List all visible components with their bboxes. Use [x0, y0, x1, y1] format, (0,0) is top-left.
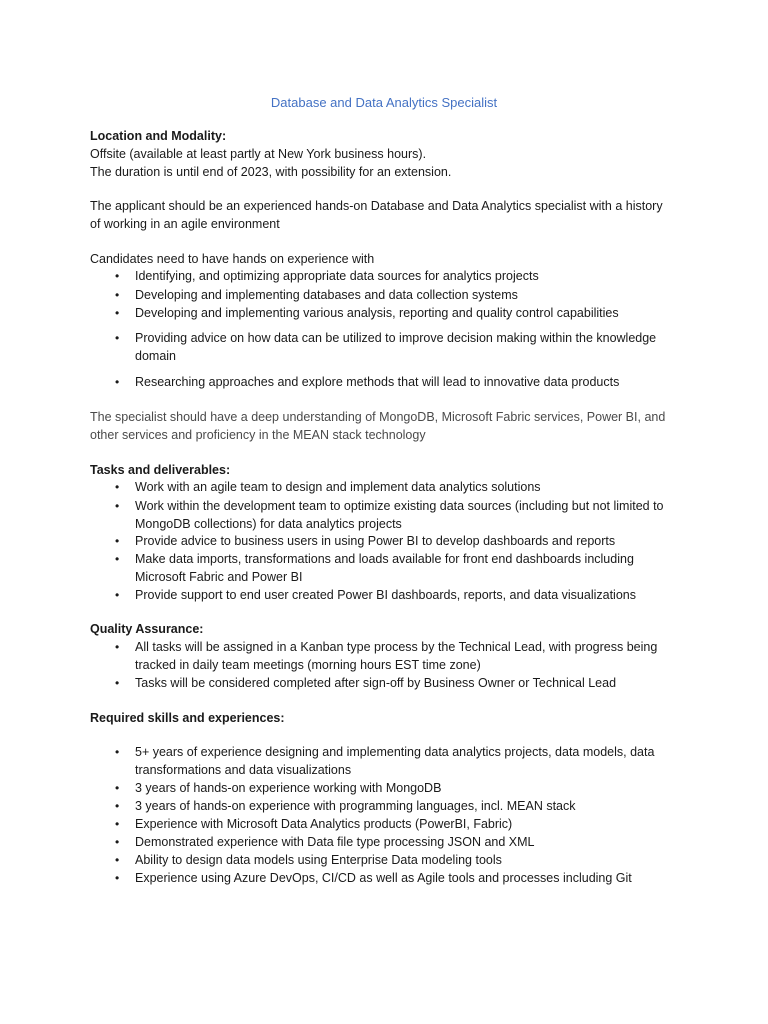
list-item: Provide advice to business users in using Power BI to develop dashboards and reports [135, 534, 616, 548]
intro-line-2: of working in an agile environment [90, 217, 280, 231]
duration-line: The duration is until end of 2023, with possibility for an extension. [90, 165, 452, 179]
bullet-icon: • [115, 480, 120, 494]
bullet-icon: • [115, 817, 120, 831]
list-item: Developing and implementing databases and data collection systems [135, 288, 518, 302]
skills-heading: Required skills and experiences: [90, 711, 285, 725]
understanding-line-1: The specialist should have a deep understanding of MongoDB, Microsoft Fabric services, Power BI, and [90, 410, 666, 424]
list-item: Ability to design data models using Enterprise Data modeling tools [135, 853, 502, 867]
list-item: Demonstrated experience with Data file type processing JSON and XML [135, 835, 535, 849]
list-item: Make data imports, transformations and loads available for front end dashboards including Microsoft Fabric and Power BI [135, 552, 634, 584]
bullet-icon: • [115, 676, 120, 690]
list-item: Provide support to end user created Power BI dashboards, reports, and data visualizations [135, 588, 636, 602]
bullet-icon: • [115, 331, 120, 345]
bullet-icon: • [115, 853, 120, 867]
list-item: Work within the development team to optimize existing data sources (including but not limited to MongoDB collections) for data analytics projects [135, 499, 664, 531]
document-title: Database and Data Analytics Specialist [270, 95, 498, 110]
list-item: Work with an agile team to design and implement data analytics solutions [135, 480, 541, 494]
quality-heading: Quality Assurance: [90, 622, 204, 636]
bullet-icon: • [115, 552, 120, 566]
bullet-icon: • [115, 871, 120, 885]
list-item: All tasks will be assigned in a Kanban type process by the Technical Lead, with progress being tracked in daily team meetings (morning hours EST time zone) [135, 640, 658, 672]
list-item: 3 years of hands-on experience working with MongoDB [135, 781, 442, 795]
list-item: Developing and implementing various analysis, reporting and quality control capabilities [135, 306, 619, 320]
bullet-icon: • [115, 781, 120, 795]
list-item: Identifying, and optimizing appropriate data sources for analytics projects [135, 269, 539, 283]
list-item: Researching approaches and explore methods that will lead to innovative data products [135, 375, 620, 389]
bullet-icon: • [115, 499, 120, 513]
experience-lead: Candidates need to have hands on experience with [90, 252, 375, 266]
bullet-icon: • [115, 799, 120, 813]
location-line: Offsite (available at least partly at New York business hours). [90, 147, 427, 161]
list-item: Providing advice on how data can be utilized to improve decision making within the knowledge domain [135, 331, 657, 363]
bullet-icon: • [115, 588, 120, 602]
list-item: Experience using Azure DevOps, CI/CD as well as Agile tools and processes including Git [135, 871, 632, 885]
bullet-icon: • [115, 745, 120, 759]
bullet-icon: • [115, 288, 120, 302]
tasks-heading: Tasks and deliverables: [90, 463, 231, 477]
location-heading: Location and Modality: [90, 129, 227, 143]
bullet-icon: • [115, 375, 120, 389]
bullet-icon: • [115, 835, 120, 849]
bullet-icon: • [115, 269, 120, 283]
list-item: 3 years of hands-on experience with programming languages, incl. MEAN stack [135, 799, 576, 813]
bullet-icon: • [115, 306, 120, 320]
bullet-icon: • [115, 640, 120, 654]
list-item: 5+ years of experience designing and implementing data analytics projects, data models, data transformations and data visualizations [135, 745, 655, 777]
bullet-icon: • [115, 534, 120, 548]
list-item: Experience with Microsoft Data Analytics products (PowerBI, Fabric) [135, 817, 513, 831]
list-item: Tasks will be considered completed after sign-off by Business Owner or Technical Lead [135, 676, 617, 690]
understanding-line-2: other services and proficiency in the MEAN stack technology [90, 428, 426, 442]
intro-line-1: The applicant should be an experienced hands-on Database and Data Analytics specialist with a history [90, 199, 663, 213]
